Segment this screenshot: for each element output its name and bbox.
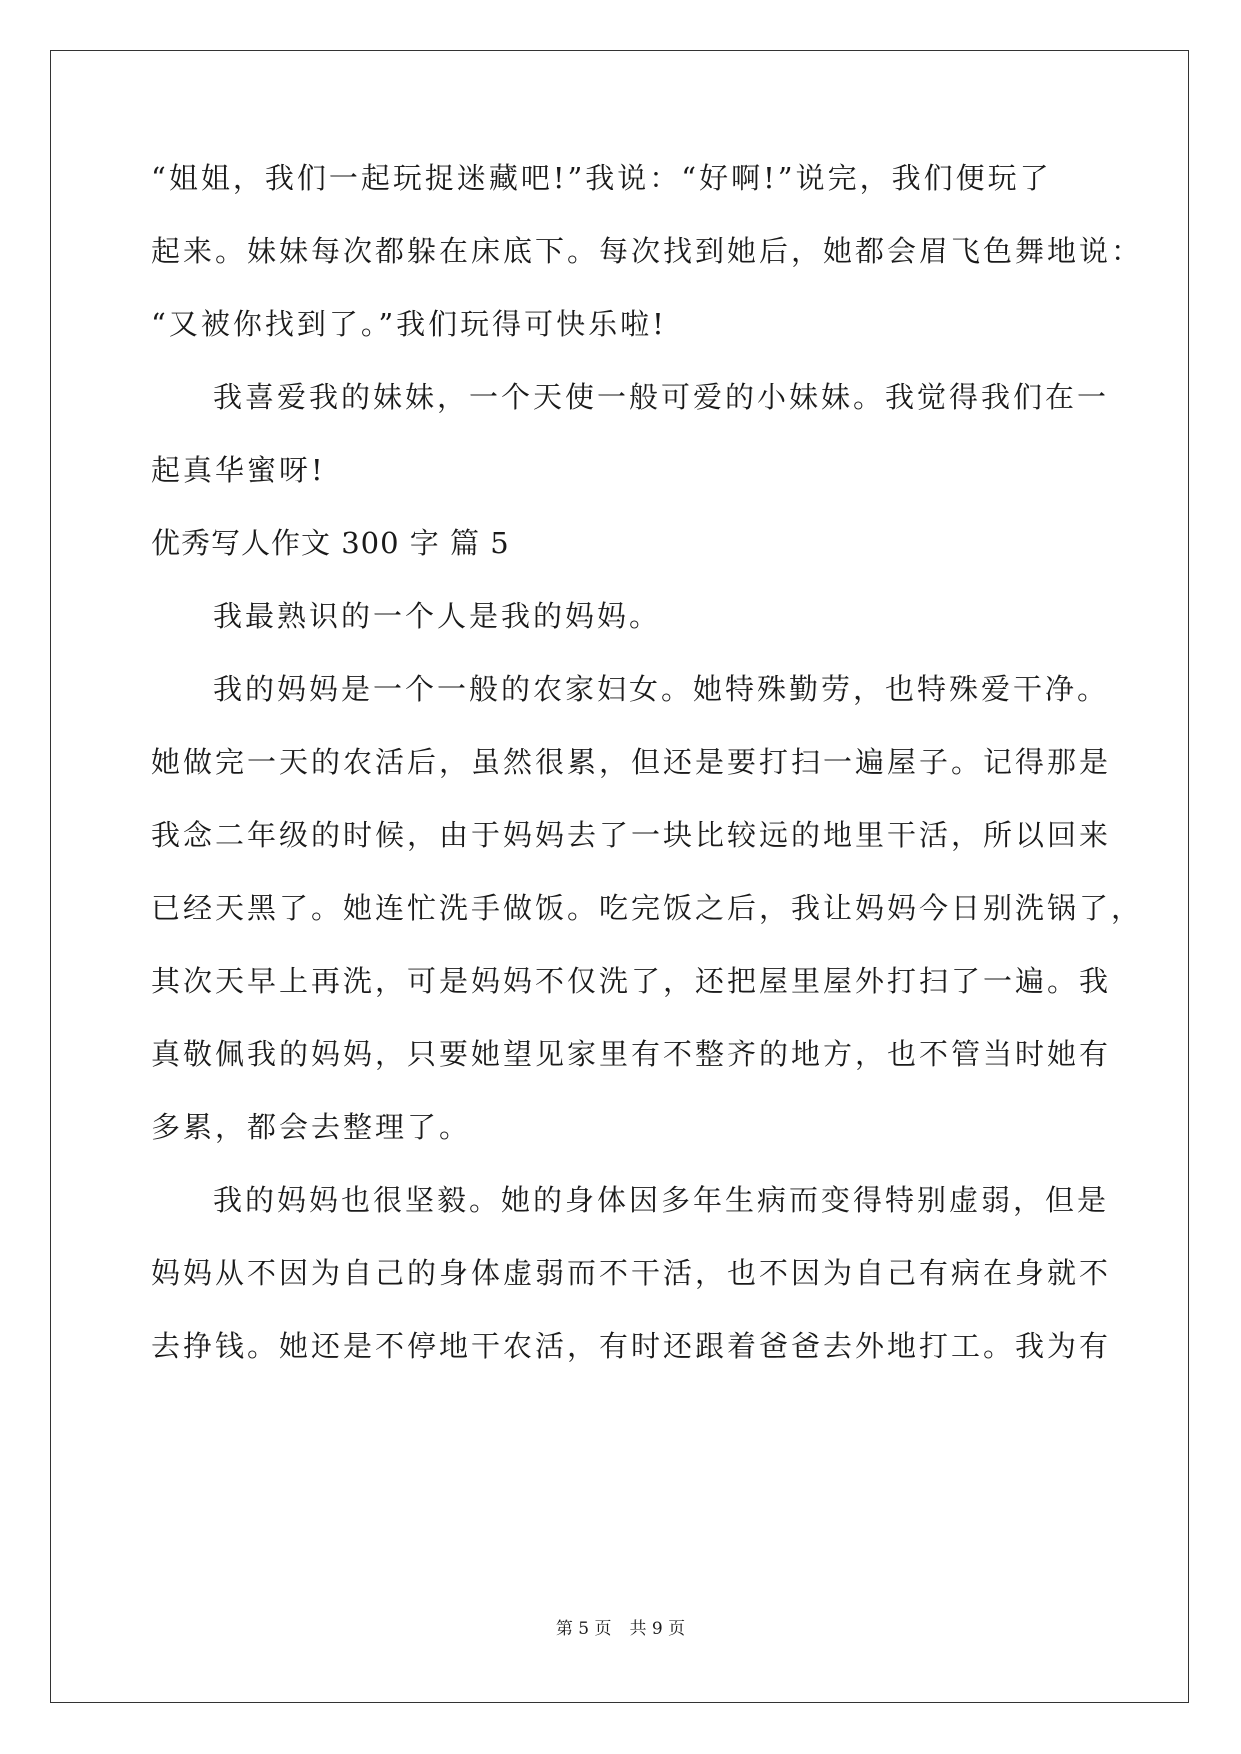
text-line: 已经天黑了。她连忙洗手做饭。吃完饭之后，我让妈妈今日别洗锅了，	[151, 891, 1144, 925]
page-number: 第 5 页	[555, 1619, 612, 1639]
paragraph-start-line: 我的妈妈是一个一般的农家妇女。她特殊勤劳，也特殊爱干净。	[213, 672, 1110, 706]
paragraph-start-line: 我喜爱我的妹妹，一个天使一般可爱的小妹妹。我觉得我们在一	[213, 380, 1110, 414]
text-line: 去挣钱。她还是不停地干农活，有时还跟着爸爸去外地打工。我为有	[151, 1329, 1112, 1363]
text-line: 起来。妹妹每次都躲在床底下。每次找到她后，她都会眉飞色舞地说：	[151, 234, 1144, 268]
page-total: 共 9 页	[629, 1619, 686, 1639]
text-line: 其次天早上再洗，可是妈妈不仅洗了，还把屋里屋外打扫了一遍。我	[151, 964, 1112, 998]
text-line: 她做完一天的农活后，虽然很累，但还是要打扫一遍屋子。记得那是	[151, 745, 1112, 779]
paragraph-start-line: 我最熟识的一个人是我的妈妈。	[213, 599, 662, 633]
text-line: 起真华蜜呀!	[151, 453, 326, 487]
text-line: “姐姐，我们一起玩捉迷藏吧!”我说：“好啊!”说完，我们便玩了	[151, 161, 1052, 195]
text-line: 真敬佩我的妈妈，只要她望见家里有不整齐的地方，也不管当时她有	[151, 1037, 1112, 1071]
page-footer	[0, 1618, 1241, 1640]
section-heading: 优秀写人作文 300 字 篇 5	[151, 526, 510, 560]
text-line: 我念二年级的时候，由于妈妈去了一块比较远的地里干活，所以回来	[151, 818, 1112, 852]
text-line: “又被你找到了。”我们玩得可快乐啦!	[151, 307, 667, 341]
text-line: 妈妈从不因为自己的身体虚弱而不干活，也不因为自己有病在身就不	[151, 1256, 1112, 1290]
paragraph-start-line: 我的妈妈也很坚毅。她的身体因多年生病而变得特别虚弱，但是	[213, 1183, 1110, 1217]
page-border	[50, 50, 1189, 1703]
text-line: 多累，都会去整理了。	[151, 1110, 472, 1144]
